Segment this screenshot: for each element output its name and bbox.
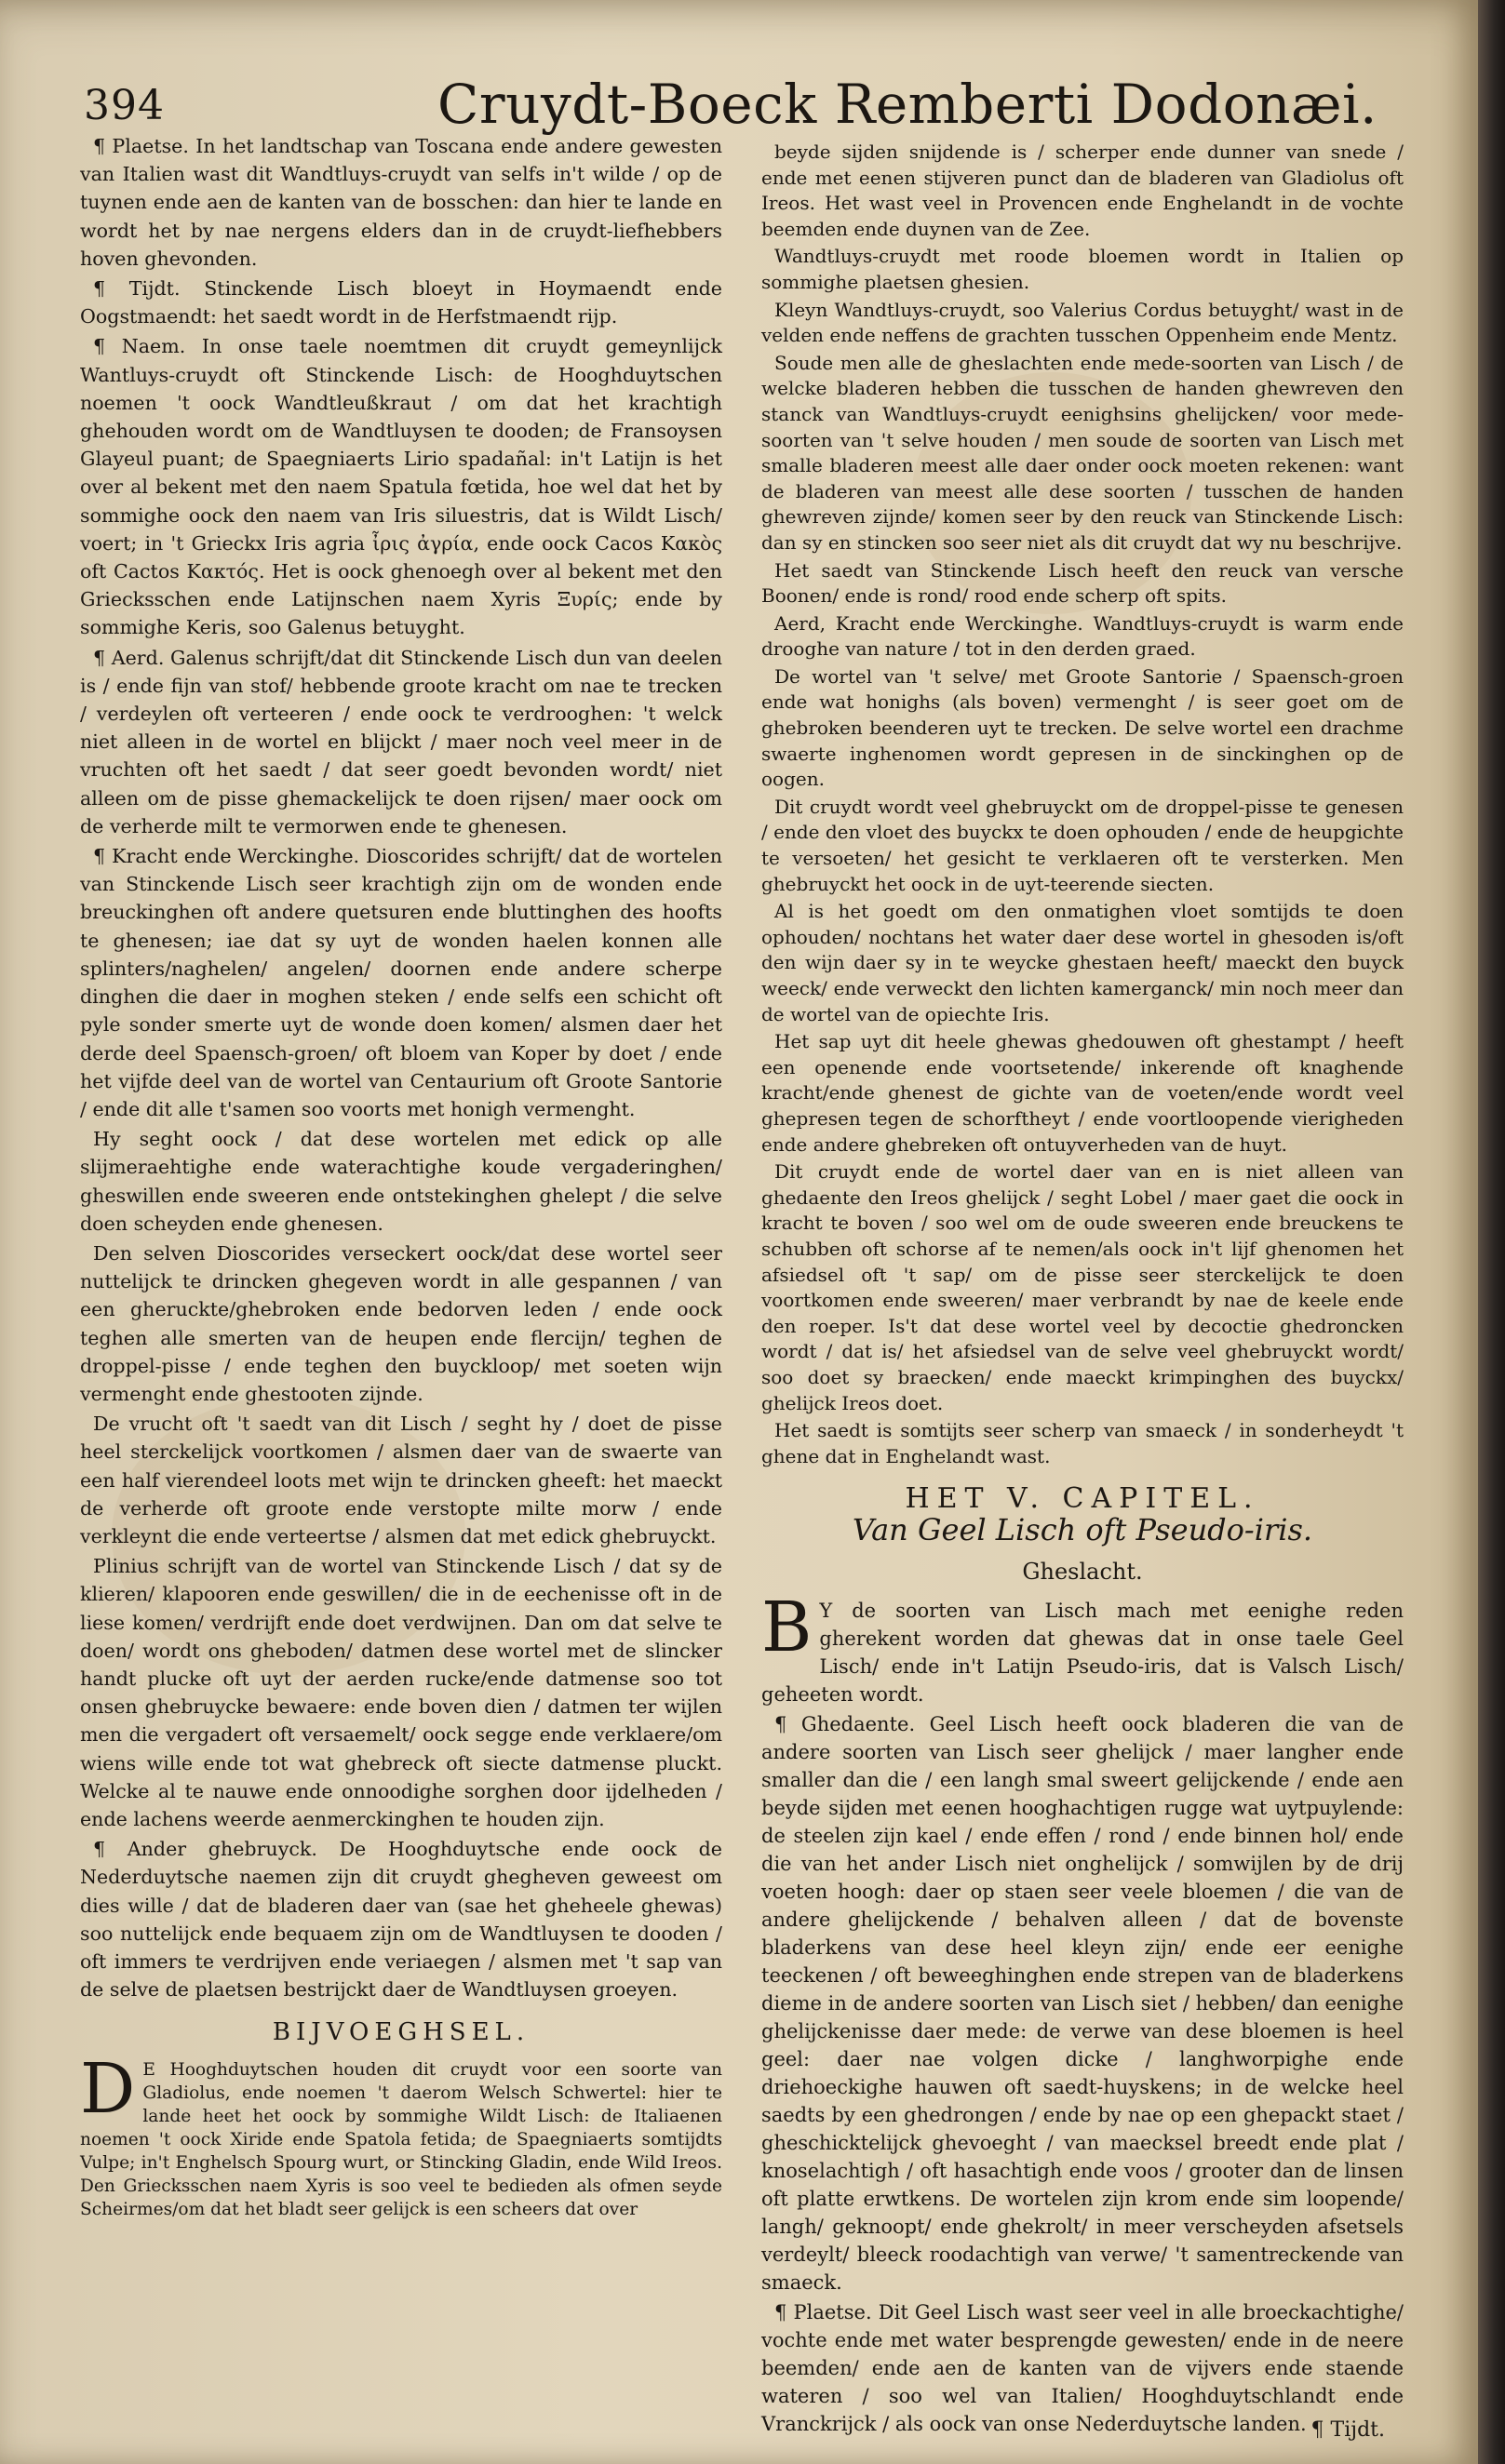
bijvoeghsel-text: E Hooghduytschen houden dit cruydt voor een soorte van Gladiolus, ende noemen 't daerom Welsch Schwertel: hier te lande heet het oock by sommighe Wildt Lisch: de Italiaenen noemen 't oock Xiride ende Spatola fetida; de Spaegniaerts somtijdts Vulpe; in't Enghelsch Spourg wurt, or Stincking Gladin, ende Wild Ireos. Den Griecksschen naem Xyris is soo veel te bedieden als ofmen seyde Scheirmes/om dat het bladt seer gelijck is een scheers dat over bbox=[80, 2059, 722, 2219]
text-paragraph: Plinius schrijft van de wortel van Stinckende Lisch / dat sy de klieren/ klapooren ende geswillen/ die in de eechenisse oft in de liese komen/ verdrijft ende doet verdwijnen. Dan om dat selve te doen/ wordt ons gheboden/ datmen dese wortel met de slincker handt plucke oft uyt der aerden rucke/ende datmense soo tot onsen ghebruycke bewaere: ende boven dien / datmen ter wijlen men die vergadert oft versaemelt/ oock segge ende verklaere/om wiens wille ende tot wat ghebreck oft siecte datmense pluckt. Welcke al te nauwe ende onnoodighe sorghen door ijdelheden / ende lachens weerde aenmerckinghen te houden zijn. bbox=[80, 1555, 722, 1830]
text-paragraph: Het saedt is somtijts seer scherp van smaeck / in sonderheydt 't ghene dat in Enghelandt wast. bbox=[761, 1419, 1404, 1467]
left-paragraphs bbox=[80, 132, 722, 2003]
chapter-heading: HET V. CAPITEL. bbox=[905, 1482, 1260, 1516]
text-paragraph: Den selven Dioscorides verseckert oock/dat dese wortel seer nuttelijck te drincken ghegeven wordt in alle gespannen / van een gheruckte/ghebroken ende bedorven leden / ende oock teghen alle smerten van de heupen ende flercijn/ teghen de droppel-pisse / ende teghen den buyckloop/ met soeten wijn vermenght ende ghestooten zijnde. bbox=[80, 1241, 722, 1405]
bijvoeghsel-heading: BIJVOEGHSEL. bbox=[272, 2018, 531, 2047]
left-column bbox=[80, 132, 722, 2328]
text-paragraph: De wortel van 't selve/ met Groote Santorie / Spaensch-groen ende wat honighs (als boven) vermenght / is seer goet om de ghebroken beenderen uyt te trecken. De selve wortel een drachme swaerte inghenomen wordt gepresen in de sinckinghen op de oogen. bbox=[761, 664, 1404, 791]
text-paragraph: ¶ Kracht ende Werckinghe. Dioscorides schrijft/ dat de wortelen van Stinckende Lisch seer krachtigh zijn om de wonden ende breuckinghen oft andere quetsuren ende bluttinghen des hoofts te ghenesen; iae dat sy uyt de wonden haelen konnen alle splinters/naghelen/ angelen/ doornen ende andere scherpe dinghen die daer in moghen steken / ende selfs een schicht oft pyle sonder smerte uyt de wonde doen komen/ alsmen daer het derde deel Spaensch-groen/ oft bloem van Koper by doet / ende het vijfde deel van de wortel van Centaurium oft Groote Santorie / ende dit alle t'samen soo voorts met honigh vermenght. bbox=[80, 845, 722, 1120]
text-paragraph: Kleyn Wandtluys-cruydt, soo Valerius Cordus betuyght/ wast in de velden ende neffens de grachten tusschen Oppenheim ende Mentz. bbox=[761, 298, 1404, 347]
text-paragraph: ¶ Ghedaente. Geel Lisch heeft oock bladeren die van de andere soorten van Lisch seer ghelijck / maer langher ende smaller dan die / een langh smal sweert gelijckende / ende aen beyde sijden met eenen hooghachtigen rugge wat uytpuylende: de steelen zijn kael / ende effen / rond / ende binnen hol/ ende die van het ander Lisch niet onghelijck / somwijlen by de drij voeten hoogh: daer op staen seer veele bloemen / die van de andere ghelijckende / behalven alleen / dat de bovenste bladerkens van dese heel kleyn zijn/ ende eer eenighe teeckenen / oft beweeghinghen ende strepen van de bladerkens dieme in de andere soorten van Lisch siet / hebben/ dan eenighe ghelijckenisse daer mede: de verwe van dese bloemen is heel geel: daer nae volgen dicke / langhworpighe ende driehoeckighe hauwen oft saedt-huyskens; in de welcke heel saedts by een ghedrongen / ende by nae op een ghepackt staet / gheschicktelijck ghevoeght / van maecksel breedt ende plat / knoselachtigh / oft hasachtigh ende voos / grooter dan de linsen oft platte erwtkens. De wortelen zijn krom ende sim loopende/ langh/ geknoopt/ ende ghekrolt/ in meer verscheyden afsetsels verdeylt/ bleeck roodachtigh van verwe/ 't samentreckende van smaeck. bbox=[761, 1713, 1404, 2295]
running-title: Cruydt-Boeck Remberti Dodonæi. bbox=[437, 73, 1377, 136]
text-paragraph: Al is het goedt om den onmatighen vloet somtijds te doen ophouden/ nochtans het water daer dese wortel in ghesoden is/oft den wijn daer sy in te weycke ghestaen heeft/ maeckt den buyck weeck/ ende verweckt den lichten kamerganck/ min noch meer dan de wortel van de opiechte Iris. bbox=[761, 900, 1404, 1025]
book-edge bbox=[1478, 0, 1505, 2464]
catchword: ¶ Tijdt. bbox=[1310, 2418, 1385, 2442]
chapter-intro-text: Y de soorten van Lisch mach met eenighe reden gherekent worden dat ghewas dat in onse taele Geel Lisch/ ende in't Latijn Pseudo-iris, dat is Valsch Lisch/ geheeten wordt. bbox=[761, 1600, 1404, 1707]
text-paragraph: De vrucht oft 't saedt van dit Lisch / seght hy / doet de pisse heel sterckelijck voortkomen / alsmen daer van de swaerte van een half vierendeel loots met wijn te drincken gheeft: het maeckt de verherde oft groote ende verstopte milte morw / ende verkleynt die ende verteertse / alsmen dat met edick ghebruyckt. bbox=[80, 1413, 722, 1547]
drop-cap: B bbox=[761, 1587, 813, 1668]
text-paragraph: ¶ Plaetse. Dit Geel Lisch wast seer veel in alle broeckachtighe/ vochte ende met water besprengde gewesten/ ende in de neere beemden/ ende aen de kanten van de vijvers ende staende wateren / soo wel van Italien/ Hooghduytschlandt ende Vranckrijck / als oock van onse Nederduytsche landen. bbox=[761, 2301, 1404, 2436]
text-paragraph: Aerd, Kracht ende Werckinghe. Wandtluys-cruydt is warm ende drooghe van nature / tot in den derden graed. bbox=[761, 611, 1404, 661]
text-paragraph: ¶ Ander ghebruyck. De Hooghduytsche ende oock de Nederduytsche naemen zijn dit cruydt ghegheven geweest om dies wille / dat de bladeren daer van (sae het gheheele ghewas) soo nuttelijck ende bequaem zijn om de Wandtluysen te dooden / oft immers te verdrijven ende veriaegen / alsmen met 't sap van de selve de plaetsen bestrijckt daer de Wandtluysen groeyen. bbox=[80, 1838, 722, 2002]
text-paragraph: Dit cruydt wordt veel ghebruyckt om de droppel-pisse te genesen / ende den vloet des buyckx te doen ophouden / ende de heupgichte te versoeten/ het gesicht te verklaeren oft te versterken. Men ghebruyckt het oock in de uyt-teerende siecten. bbox=[761, 795, 1404, 895]
text-paragraph: ¶ Plaetse. In het landtschap van Toscana ende andere gewesten van Italien wast dit Wandtluys-cruydt van selfs in't wilde / op de tuynen ende aen de kanten van de bosschen: dan hier te lande en wordt het by nae nergens elders dan in de cruydt-liefhebbers hoven ghevonden. bbox=[80, 135, 722, 270]
text-paragraph: beyde sijden snijdende is / scherper ende dunner van snede / ende met eenen stijveren punct dan de bladeren van Gladiolus oft Ireos. Het wast veel in Provencen ende Enghelandt in de vochte beemden ende duynen van de Zee. bbox=[761, 141, 1404, 240]
page-header bbox=[84, 73, 1405, 138]
text-paragraph: Dit cruydt ende de wortel daer van en is niet alleen van ghedaente den Ireos ghelijck / seght Lobel / maer gaet die oock in kracht te boven / soo wel om de oude sweeren ende breuckens te schubben oft schorse af te nemen/als oock in't lijf ghenomen het afsiedsel oft 't sap/ om de pisse seer sterckelijck te doen voortkomen ende sweeren/ maer verbrandt by nae de keele ende den roeper. Is't dat dese wortel veel by decoctie ghedroncken wordt / dat is/ het afsiedsel van de selve veel ghebruyckt wordt/ soo doet sy braecken/ ende maeckt krimpinghen des buyckx/ ghelijck Ireos doet. bbox=[761, 1160, 1404, 1414]
text-paragraph: ¶ Tijdt. Stinckende Lisch bloeyt in Hoymaendt ende Oogstmaendt: het saedt wordt in de Herfstmaendt rijp. bbox=[80, 277, 722, 328]
right-paragraphs bbox=[761, 140, 1404, 1469]
text-paragraph: Hy seght oock / dat dese wortelen met edick op alle slijmeraehtighe ende waterachtighe koude vergaderinghen/ gheswillen ende sweeren ende ontstekinghen ghelept / die selve doen scheyden ende ghenesen. bbox=[80, 1128, 722, 1235]
text-paragraph: Het saedt van Stinckende Lisch heeft den reuck van versche Boonen/ ende is rond/ rood ende scherp oft spits. bbox=[761, 558, 1404, 608]
bijvoeghsel-paragraph bbox=[80, 2048, 722, 2221]
text-paragraph: ¶ Naem. In onse taele noemtmen dit cruydt gemeynlijck Wantluys-cruydt oft Stinckende Lisch: de Hooghduytschen noemen 't oock Wandtleußkraut / om dat het krachtigh ghehouden wordt om de Wandtluysen te dooden; de Fransoysen Glayeul puant; de Spaegniaerts Lirio spadañal: in't Latijn is het over al bekent met den naem Spatula fœtida, hoe wel dat het by sommighe oock den naem van Iris siluestris, dat is Wildt Lisch/ voert; in 't Grieckx Iris agria ἶρις ἀγρία, ende oock Cacos Κακὸς oft Cactos Κακτός. Het is oock ghenoegh over al bekent met den Griecksschen ende Latijnschen naem Xyris Ξυρίς; ende by sommighe Keris, soo Galenus betuyght. bbox=[80, 335, 722, 639]
chapter-intro bbox=[761, 1587, 1404, 1708]
page-number: 394 bbox=[84, 82, 165, 129]
drop-cap: D bbox=[80, 2048, 136, 2129]
chapter-paragraphs bbox=[761, 1710, 1404, 2438]
chapter-subtitle: Van Geel Lisch oft Pseudo-iris. bbox=[852, 1511, 1313, 1547]
text-paragraph: Wandtluys-cruydt met roode bloemen wordt in Italien op sommighe plaetsen ghesien. bbox=[761, 245, 1404, 293]
text-paragraph: ¶ Aerd. Galenus schrijft/dat dit Stinckende Lisch dun van deelen is / ende fijn van stof/ hebbende groote kracht om nae te trecken / verdeylen oft verteeren / ende oock te verdrooghen: 't welck niet alleen in de wortel en blijckt / maer noch veel meer in de vruchten oft het saedt / dat seer goedt bevonden wordt/ niet alleen om de pisse ghemackelijck te doen rijsen/ maer oock om de verherde milt te vermorwen ende te ghenesen. bbox=[80, 646, 722, 837]
text-paragraph: Het sap uyt dit heele ghewas ghedouwen oft ghestampt / heeft een openende ende voortsetende/ inkerende oft knaghende kracht/ende ghenest de gichte van de voeten/ende wordt veel ghepresen tegen de schorftheyt / ende voortloopende vierigheden ende andere ghebreken oft ontuyverheden van de huyt. bbox=[761, 1030, 1404, 1156]
text-paragraph: Soude men alle de gheslachten ende mede-soorten van Lisch / de welcke bladeren hebben die tusschen de handen ghewreven den stanck van Wandtluys-cruydt eenighsins ghelijcken/ voor mede-soorten van 't selve houden / men soude de soorten van Lisch met smalle bladeren meest alle daer onder oock moeten rekenen: want de bladeren van meest alle dese soorten / tusschen de handen ghewreven zijnde/ komen seer by den reuck van Stinckende Lisch: dan sy en stincken soo seer niet als dit cruydt dat wy nu beschrijve. bbox=[761, 351, 1404, 554]
section-heading: Gheslacht. bbox=[1022, 1559, 1143, 1586]
